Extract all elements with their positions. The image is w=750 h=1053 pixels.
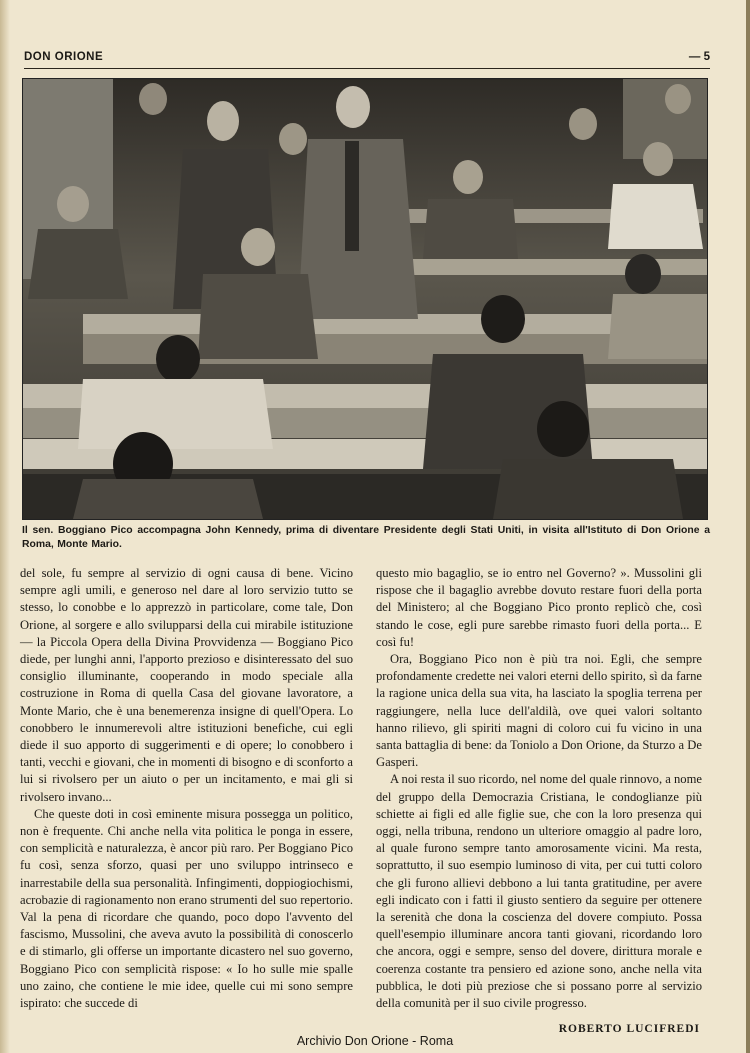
- photo-caption: Il sen. Boggiano Pico accompagna John Kennedy, prima di diventare Presidente degli Stati Uniti, in visita all'Istituto di Don Orione a Roma, Monte Mario.: [22, 525, 710, 550]
- paragraph: questo mio bagaglio, se io entro nel Governo? ». Mussolini gli rispose che il bagaglio avrebbe dovuto restare fuori della porta del Ministero; al che Boggiano Pico pronto replicò che, così stando le cose, egli pure sarebbe rimasto fuori della porta... E così fu!: [376, 566, 702, 649]
- paragraph: A noi resta il suo ricordo, nel nome del quale rinnovo, a nome del gruppo della Democrazia Cristiana, le condoglianze più schiette ai figli ed alle figlie sue, che con la loro presenza qui oggi, nella tribuna, rendono un ulteriore omaggio al padre loro, al quale furono sempre tanto amorosamente vicini. Ma resta, soprattutto, il suo esempio luminoso di vita, per cui tutti coloro che gli furono allievi debbono a lui tanta gratitudine, per avere egli indicato con i fatti il giusto sentiero da seguire per ottenere la serenità che dona la coscienza del dovere compiuto. Possa quell'esempio illuminare ancora tanti giovani, ricordando loro che ancora, oggi e sempre, senso del dovere, dirittura morale e coerenza costante tra pensiero ed azione sono, anche nella vita pubblica, le doti più preziose che si possano porre al servizio della comunità per il suo civile progresso.: [376, 772, 702, 1011]
- page-binding-shadow: [0, 0, 10, 1053]
- paragraph: Che queste doti in così eminente misura possegga un politico, non è frequente. Chi anche nella vita politica le ponga in essere, con semplicità e naturalezza, è ancor più raro. Per Boggiano Pico fu così, senza sforzo, quasi per uno sviluppo intrinseco e inarrestabile della sua personalità. Infingimenti, doppiogiochismi, acrobazie di ragionamento non erano strumenti del suo repertorio. Val la pena di ricordare che quando, poco dopo l'avvento del fascismo, Mussolini, che aveva avuto la possibilità di conoscerlo e di stimarlo, gli offerse un importante dicastero nel suo governo, Boggiano Pico con semplicità rispose: « Io ho sulle mie spalle uno zaino, che contiene le mie idee, quelle cui mi sono sempre ispirato: che succede di: [20, 806, 353, 1011]
- archival-photograph: [22, 78, 708, 520]
- photo-classroom-scene: [23, 79, 707, 519]
- page-right-edge: [746, 0, 750, 1053]
- archive-footer: Archivio Don Orione - Roma: [296, 1034, 454, 1048]
- author-signature: ROBERTO LUCIFREDI: [558, 1023, 700, 1035]
- page-header: [24, 50, 710, 69]
- magazine-title: DON ORIONE: [24, 51, 104, 63]
- article-column-left: [20, 565, 353, 1012]
- paragraph: Ora, Boggiano Pico non è più tra noi. Egli, che sempre profondamente credette nei valori eterni dello spirito, sì da farne la ragione unica della sua vita, ha lasciato la spoglia terrena per raggiungere, nella luce dell'aldilà, ove quei valori soltanto hanno rilievo, gli spiriti magni di coloro cui fu vicino in una santa battaglia di bene: da Toniolo a Don Orione, da Sturzo a De Gasperi.: [376, 652, 702, 770]
- article-column-right: [376, 565, 702, 1012]
- paragraph: del sole, fu sempre al servizio di ogni causa di bene. Vicino sempre agli umili, e generoso nel dare al loro servizio tutto se stesso, lo conobbe e lo apprezzò in particolare, come tale, Don Orione, al sorgere e allo svilupparsi della cui mirabile istituzione — la Piccola Opera della Divina Provvidenza — Boggiano Pico diede, per lunghi anni, l'apporto prezioso e disinteressato del suo consiglio illuminante, cooperando in modo speciale alla costruzione in Roma di quella Casa del giovane lavoratore, a Monte Mario, che è una benemerenza insigne di quell'Opera. Lo conobbero le innumerevoli altre istituzioni benefiche, cui egli diede il suo apporto di suggerimenti e di opere; lo conobbero i tanti, vecchi e giovani, che in momenti di bisogno e di sconforto a lui si rivolsero per un aiuto o per un incitamento, e mai gli si rivolsero invano...: [20, 566, 353, 804]
- page-number: — 5: [688, 51, 710, 63]
